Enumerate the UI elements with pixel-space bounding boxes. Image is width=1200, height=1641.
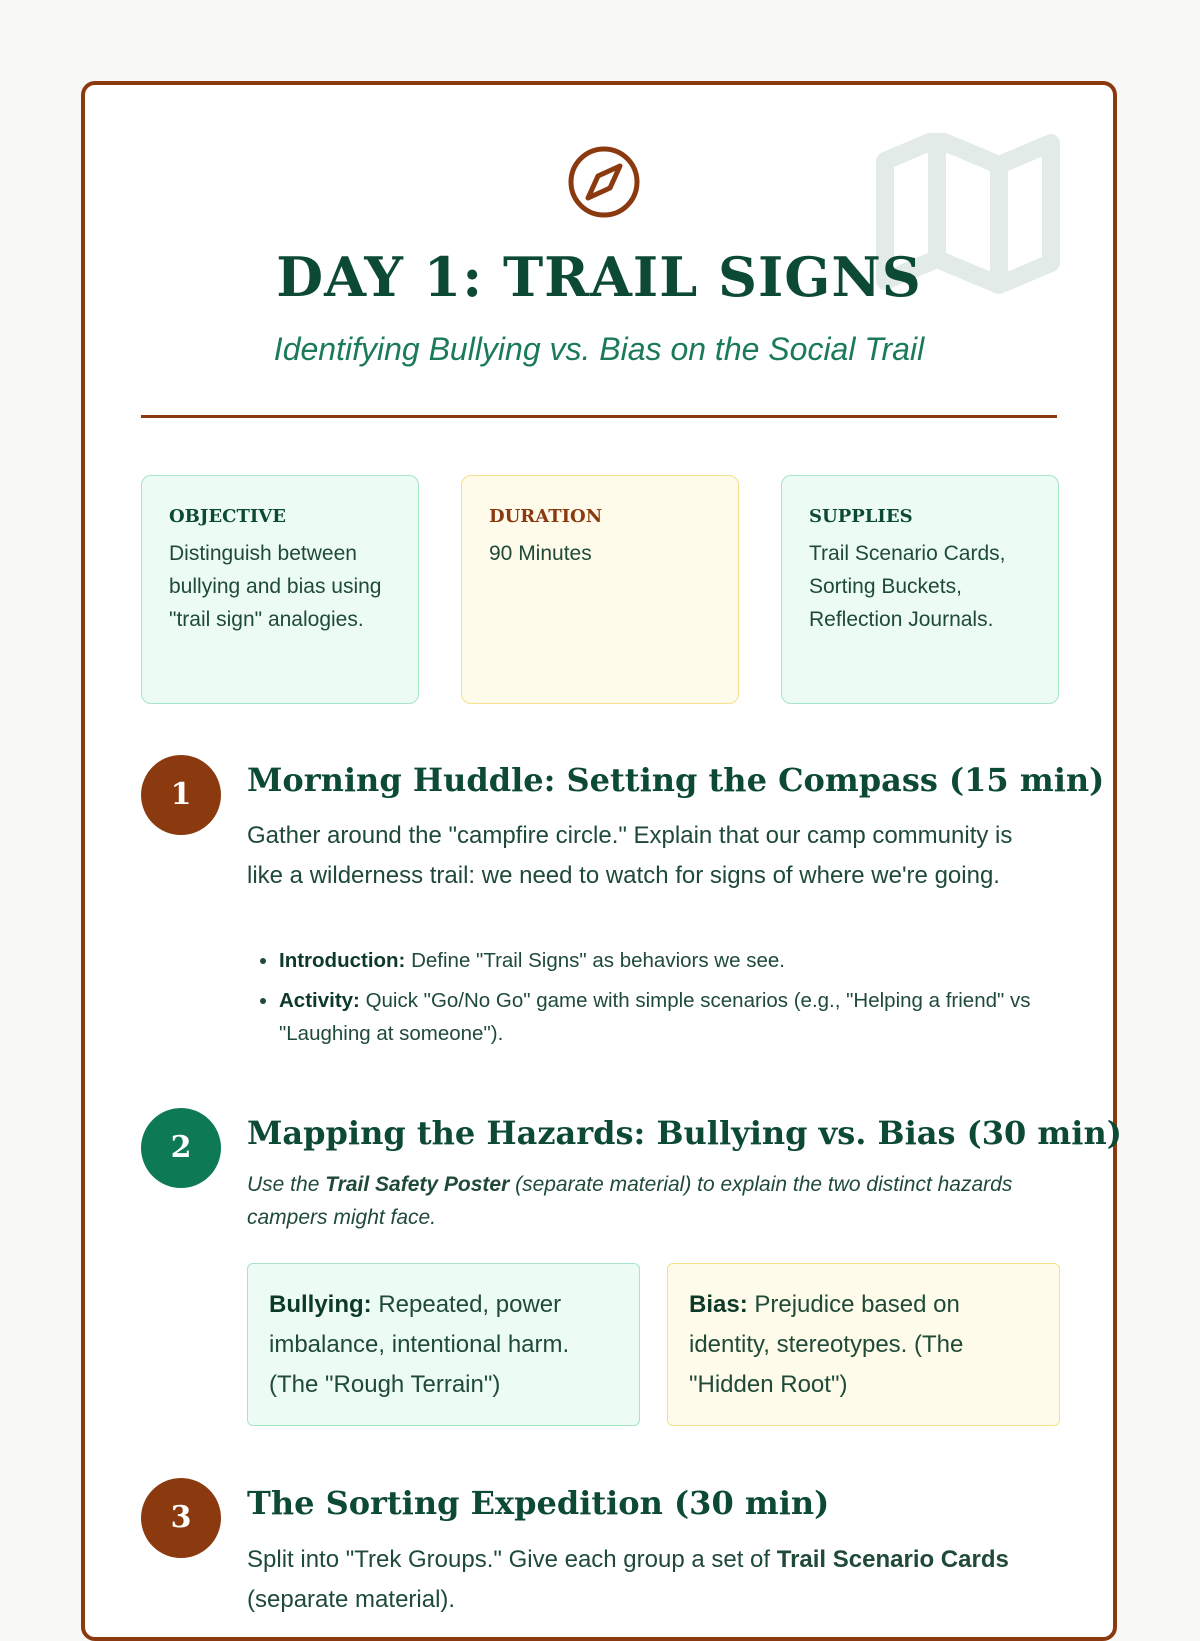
step-3-number: 3 <box>141 1478 221 1558</box>
page-title: DAY 1: TRAIL SIGNS <box>276 245 922 309</box>
step-3-title: The Sorting Expedition (30 min) <box>247 1484 830 1522</box>
step-1-bullet: • Introduction: Define "Trail Signs" as behaviors we see. <box>279 944 1079 977</box>
step-3-text: Split into "Trek Groups." Give each group a set of Trail Scenario Cards (separate material). <box>247 1546 1009 1613</box>
supplies-label: SUPPLIES <box>809 506 913 527</box>
supplies-box <box>781 475 1059 704</box>
objective-box <box>141 475 419 704</box>
objective-text: Distinguish between bullying and bias using "trail sign" analogies. <box>169 542 382 631</box>
step-1-number: 1 <box>141 755 221 835</box>
duration-label: DURATION <box>489 506 603 527</box>
bias-box: Bias: Prejudice based on identity, stereotypes. (The "Hidden Root") <box>667 1263 1060 1426</box>
bullying-box: Bullying: Repeated, power imbalance, intentional harm. (The "Rough Terrain") <box>247 1263 640 1426</box>
compass-icon <box>566 144 642 220</box>
supplies-text: Trail Scenario Cards, Sorting Buckets, Reflection Journals. <box>809 542 1006 631</box>
header-divider <box>141 415 1057 418</box>
objective-label: OBJECTIVE <box>169 506 286 527</box>
step-1-text: Gather around the "campfire circle." Explain that our camp community is like a wilderness trail: we need to watch for signs of where we're going. <box>247 822 1013 889</box>
step-2-title: Mapping the Hazards: Bullying vs. Bias (30 min) <box>247 1114 1122 1152</box>
duration-box <box>461 475 739 704</box>
lesson-card <box>81 81 1122 1641</box>
page-subtitle: Identifying Bullying vs. Bias on the Social Trail <box>273 331 925 367</box>
step-1-bullet: • Activity: Quick "Go/No Go" game with simple scenarios (e.g., "Helping a friend" vs "Laughing at someone"). <box>279 984 1079 1050</box>
step-1-bullets <box>247 944 1079 1057</box>
step-2-number: 2 <box>141 1108 221 1188</box>
step-1-title: Morning Huddle: Setting the Compass (15 min) <box>247 761 1105 799</box>
duration-text: 90 Minutes <box>489 542 592 565</box>
step-2-note: Use the Trail Safety Poster (separate material) to explain the two distinct hazards campers might face. <box>247 1173 1013 1229</box>
